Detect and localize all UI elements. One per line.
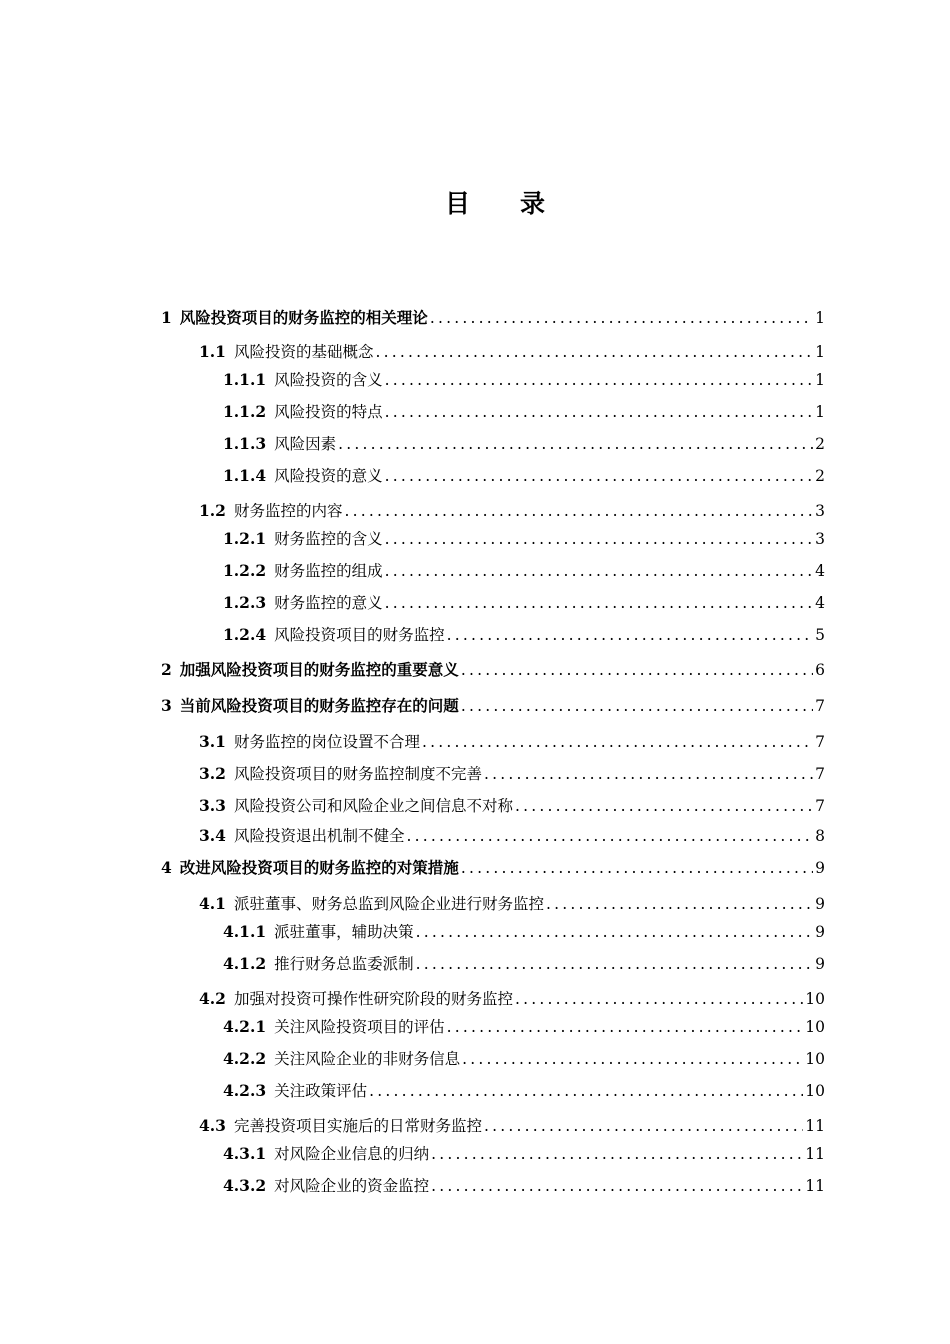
toc-entry[interactable] [223,1048,825,1070]
toc-entry[interactable] [161,857,825,879]
toc-dot-leader [422,731,813,753]
toc-entry-page-number: 1 [815,403,825,421]
toc-entry[interactable] [199,500,825,522]
toc-entry-title: 对风险企业信息的归纳 [274,1145,430,1163]
toc-entry-title: 风险投资的特点 [274,403,383,421]
toc-entry-page-number: 3 [815,530,825,548]
toc-entry-title: 财务监控的意义 [274,594,383,612]
toc-entry-page-number: 9 [815,955,825,973]
toc-entry-number: 1.2.1 [223,529,267,548]
toc-entry-page-number: 7 [815,797,825,815]
toc-entry-title: 财务监控的含义 [274,530,383,548]
toc-entry-title: 风险投资退出机制不健全 [233,827,405,845]
toc-entry-number: 3.3 [199,796,226,815]
toc-dot-leader [344,500,813,522]
toc-dot-leader [515,795,813,817]
toc-entry-page-number: 9 [815,859,825,877]
toc-entry-page-number: 10 [805,1018,825,1036]
toc-entry-page-number: 1 [815,343,825,361]
toc-entry[interactable] [223,592,825,614]
toc-dot-leader [385,592,813,614]
toc-entry-number: 4.1 [199,894,226,913]
toc-entry-title: 风险投资项目的财务监控的相关理论 [179,308,428,327]
toc-title-part1: 目 [444,189,470,218]
toc-entry-page-number: 7 [815,733,825,751]
toc-entry-number: 3.4 [199,826,226,845]
toc-entry-number: 1.2.4 [223,625,267,644]
toc-entry-number: 3 [161,696,172,715]
toc-entry-title: 对风险企业的资金监控 [274,1177,430,1195]
toc-entry[interactable] [223,528,825,550]
toc-entry[interactable] [223,953,825,975]
toc-entry[interactable] [223,465,825,487]
toc-entry-page-number: 7 [815,765,825,783]
toc-entry-page-number: 11 [805,1177,825,1195]
toc-entry-title: 风险投资的意义 [274,467,383,485]
toc-entry-title: 财务监控的内容 [233,502,343,520]
toc-entry[interactable] [223,560,825,582]
toc-entry[interactable] [223,1080,825,1102]
toc-entry-number: 3.2 [199,764,226,783]
toc-dot-leader [416,921,813,943]
toc-entry[interactable] [199,763,825,785]
toc-entry-title: 风险投资项目的财务监控 [274,626,445,644]
toc-dot-leader [461,857,813,879]
toc-entry[interactable] [223,433,825,455]
toc-entry-title: 当前风险投资项目的财务监控存在的问题 [179,696,459,715]
toc-dot-leader [546,893,813,915]
toc-dot-leader [406,825,813,847]
toc-entry-number: 4.2.2 [223,1049,267,1068]
toc-entry-number: 4 [161,858,172,877]
toc-entry-page-number: 10 [805,990,825,1008]
toc-entry[interactable] [161,659,825,681]
toc-entry[interactable] [223,1175,825,1197]
toc-entry-page-number: 10 [805,1082,825,1100]
toc-entry-title: 关注风险投资项目的评估 [274,1018,445,1036]
toc-entry-page-number: 3 [815,502,825,520]
toc-dot-leader [462,1048,803,1070]
toc-entry[interactable] [223,624,825,646]
toc-entry-number: 1.1 [199,342,226,361]
toc-entry-page-number: 1 [815,309,825,327]
toc-entry-number: 4.3 [199,1116,226,1135]
toc-title [0,184,950,220]
toc-dot-leader [447,1016,804,1038]
toc-dot-leader [431,1143,803,1165]
toc-entry-title: 财务监控的岗位设置不合理 [233,733,420,751]
toc-entry-title: 风险投资的基础概念 [233,343,374,361]
toc-entry-number: 4.1.1 [223,922,267,941]
toc-entry-page-number: 5 [815,626,825,644]
toc-entry-title: 风险投资公司和风险企业之间信息不对称 [233,797,513,815]
toc-entry[interactable] [199,795,825,817]
toc-entry-page-number: 1 [815,371,825,389]
toc-entry-number: 1.1.2 [223,402,267,421]
toc-entry-title: 风险投资的含义 [274,371,383,389]
toc-dot-leader [447,624,813,646]
toc-entry-number: 1.1.3 [223,434,267,453]
toc-entry[interactable] [223,921,825,943]
toc-dot-leader [515,988,803,1010]
toc-entry-number: 1.1.4 [223,466,267,485]
toc-entry[interactable] [161,695,825,717]
toc-entry-number: 1.2.2 [223,561,267,580]
toc-entry-page-number: 11 [805,1145,825,1163]
toc-dot-leader [369,1080,803,1102]
toc-entry-number: 1.2 [199,501,226,520]
toc-entry-title: 关注政策评估 [274,1082,368,1100]
toc-entry-page-number: 2 [815,467,825,485]
toc-entry-title: 加强对投资可操作性研究阶段的财务监控 [233,990,513,1008]
toc-entry-number: 4.2.3 [223,1081,267,1100]
toc-entry-number: 1.2.3 [223,593,267,612]
toc-entry[interactable] [223,369,825,391]
toc-dot-leader [430,307,813,329]
toc-entry-number: 4.1.2 [223,954,267,973]
toc-entry[interactable] [161,307,825,329]
toc-entry-number: 1 [161,308,172,327]
toc-dot-leader [375,341,813,363]
toc-entry[interactable] [223,401,825,423]
toc-entry-title: 派驻董事、财务总监到风险企业进行财务监控 [233,895,544,913]
toc-entry[interactable] [223,1016,825,1038]
toc-dot-leader [461,695,813,717]
toc-entry-page-number: 11 [805,1117,825,1135]
toc-dot-leader [338,433,813,455]
toc-entry-title: 财务监控的组成 [274,562,383,580]
toc-entry[interactable] [199,893,825,915]
toc-entry-title: 风险因素 [274,435,337,453]
toc-entry-page-number: 10 [805,1050,825,1068]
toc-dot-leader [385,369,813,391]
toc-entry-number: 3.1 [199,732,226,751]
toc-entry-title: 推行财务总监委派制 [274,955,414,973]
toc-dot-leader [431,1175,803,1197]
toc-entry-number: 4.2.1 [223,1017,267,1036]
toc-dot-leader [385,528,813,550]
toc-entry-page-number: 9 [815,923,825,941]
toc-entry[interactable] [199,731,825,753]
toc-entry-page-number: 4 [815,562,825,580]
toc-title-part2: 录 [520,189,546,218]
toc-entry-title: 风险投资项目的财务监控制度不完善 [233,765,482,783]
toc-entry-number: 2 [161,660,172,679]
toc-entry-page-number: 2 [815,435,825,453]
toc-entry-title: 关注风险企业的非财务信息 [274,1050,461,1068]
toc-entry-number: 4.2 [199,989,226,1008]
toc-entry[interactable] [199,988,825,1010]
toc-entry[interactable] [199,341,825,363]
toc-dot-leader [484,1115,803,1137]
toc-dot-leader [385,465,813,487]
toc-dot-leader [385,401,813,423]
toc-entry-page-number: 7 [815,697,825,715]
toc-entry-page-number: 4 [815,594,825,612]
toc-entry-page-number: 6 [815,661,825,679]
toc-entry-number: 4.3.2 [223,1176,267,1195]
toc-entry-title: 完善投资项目实施后的日常财务监控 [233,1117,482,1135]
toc-entry-title: 加强风险投资项目的财务监控的重要意义 [179,660,459,679]
toc-dot-leader [461,659,813,681]
toc-entry-page-number: 8 [815,827,825,845]
toc-entry[interactable] [199,825,825,847]
toc-entry-number: 1.1.1 [223,370,267,389]
toc-entry[interactable] [199,1115,825,1137]
toc-dot-leader [416,953,813,975]
toc-dot-leader [484,763,813,785]
toc-entry[interactable] [223,1143,825,1165]
toc-entry-number: 4.3.1 [223,1144,267,1163]
toc-entry-title: 派驻董事，辅助决策 [274,923,414,941]
toc-entry-page-number: 9 [815,895,825,913]
toc-dot-leader [385,560,813,582]
toc-entry-title: 改进风险投资项目的财务监控的对策措施 [179,858,459,877]
